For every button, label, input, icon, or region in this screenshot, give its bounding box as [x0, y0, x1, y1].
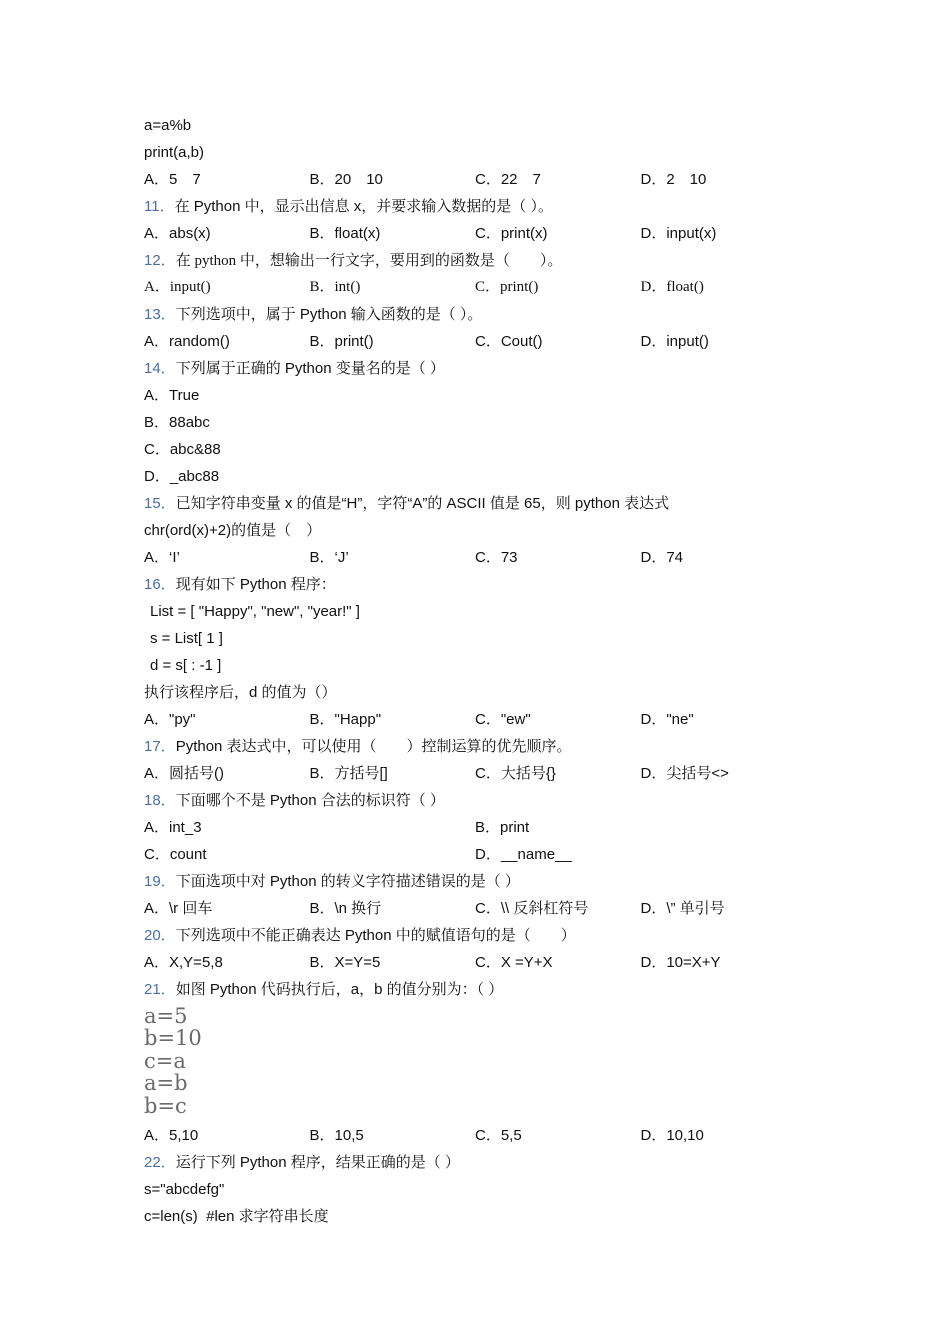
question-text: 下面选项中对 Python 的转义字符描述错误的是（ ） [175, 873, 520, 890]
code-line: s="abcdefg" [144, 1180, 225, 1198]
option-a: A．‘I’ [144, 549, 180, 566]
question-text: 下列选项中不能正确表达 Python 中的赋值语句的是（ ） [175, 927, 576, 944]
code-line: s = List[ 1 ] [150, 630, 223, 647]
code-line: a=a%b [144, 117, 192, 134]
option-d: D．74 [640, 549, 684, 566]
option-b: B．int() [309, 279, 361, 295]
question-number: 20． [144, 927, 176, 944]
question-text: 已知字符串变量 x 的值是“H”，字符“A”的 ASCII 值是 65，则 python 表达式 [175, 495, 670, 512]
option-d: D．_abc88 [144, 468, 220, 485]
option-b: B．\n 换行 [309, 900, 382, 917]
option-b: B．20 10 [309, 171, 383, 188]
question-text: 下列选项中，属于 Python 输入函数的是（ ）。 [175, 306, 483, 323]
option-d: D．10,10 [640, 1126, 704, 1144]
option-c: C．22 7 [475, 171, 541, 188]
option-b: B．"Happ" [309, 711, 382, 728]
question-text: 在 python 中，想输出一行文字，要用到的函数是（ ）。 [175, 253, 563, 269]
question-text: 在 Python 中，显示出信息 x，并要求输入数据的是（ ）。 [174, 198, 553, 215]
option-c: C．\\ 反斜杠符号 [475, 900, 589, 917]
option-a: A．input() [144, 279, 211, 295]
question-16 [144, 571, 804, 598]
question-number: 12． [144, 252, 176, 269]
question-15 [144, 490, 804, 517]
option-d: D．input(x) [640, 225, 717, 242]
question-text-continued: 执行该程序后，d 的值为（） [144, 684, 337, 701]
code-line: print(a,b) [144, 144, 205, 161]
code-line: b=10 [144, 1026, 202, 1051]
question-17 [144, 733, 804, 760]
option-b: B．方括号[] [309, 765, 388, 782]
option-d: D．__name__ [475, 846, 572, 863]
option-d: D．10=X+Y [640, 954, 721, 971]
code-line: c=len(s) #len 求字符串长度 [144, 1207, 329, 1225]
option-b: B．print() [309, 333, 374, 350]
option-c: C．print() [475, 279, 539, 295]
question-number: 17． [144, 738, 176, 755]
options-row [144, 706, 804, 733]
options-row [144, 760, 804, 787]
option-a: A．X,Y=5,8 [144, 954, 223, 971]
question-18 [144, 787, 804, 814]
question-number: 19． [144, 873, 176, 890]
question-19 [144, 868, 804, 895]
code-line: List = [ "Happy", "new", "year!" ] [150, 603, 360, 620]
option-c: C．count [144, 846, 207, 863]
question-text: Python 表达式中，可以使用（ ）控制运算的优先顺序。 [175, 738, 572, 755]
option-a: A．"py" [144, 711, 196, 728]
option-b: B．88abc [144, 414, 210, 431]
option-a: A．\r 回车 [144, 900, 213, 917]
question-number: 22． [144, 1153, 176, 1171]
option-a: A．5 7 [144, 171, 201, 188]
question-number: 13． [144, 306, 176, 323]
code-line: a=b [144, 1071, 188, 1096]
options-row [144, 328, 804, 355]
option-c: C．73 [475, 549, 518, 566]
option-c: C．"ew" [475, 711, 531, 728]
option-d: D．input() [640, 333, 709, 350]
options-row [144, 166, 804, 193]
code-line: b=c [144, 1093, 187, 1118]
option-c: C．Cout() [475, 333, 543, 350]
code-image [144, 1005, 804, 1117]
question-text: 如图 Python 代码执行后，a，b 的值分别为：（ ） [175, 981, 504, 998]
question-14 [144, 355, 804, 382]
option-b: B．float(x) [309, 225, 381, 242]
question-number: 15． [144, 495, 176, 512]
option-c: C．5,5 [475, 1126, 522, 1144]
option-c: C．print(x) [475, 225, 548, 242]
option-d: D．尖括号<> [640, 765, 729, 782]
options-row [144, 949, 804, 976]
question-text: 现有如下 Python 程序： [175, 576, 336, 593]
option-a: A．random() [144, 333, 230, 350]
options-row [144, 895, 804, 922]
option-a: A．True [144, 387, 200, 404]
options-row [144, 544, 804, 571]
code-line: a=5 [144, 1004, 188, 1028]
code-line: c=a [144, 1048, 186, 1073]
question-text-continued: chr(ord(x)+2)的值是（ ） [144, 522, 322, 539]
option-a: A．int_3 [144, 819, 202, 836]
option-b: B．‘J’ [309, 549, 349, 566]
option-c: C．abc&88 [144, 441, 221, 458]
option-c: C．X =Y+X [475, 954, 553, 971]
question-21 [144, 976, 804, 1003]
question-22 [144, 1149, 804, 1176]
question-text: 下面哪个不是 Python 合法的标识符（ ） [175, 792, 445, 809]
question-number: 18． [144, 792, 176, 809]
options-row [144, 1122, 804, 1149]
question-text: 下列属于正确的 Python 变量名的是（ ） [175, 360, 445, 377]
question-number: 16． [144, 576, 176, 593]
question-20 [144, 922, 804, 949]
question-number: 14． [144, 360, 176, 377]
options-row [144, 814, 804, 841]
option-d: D．float() [640, 279, 704, 295]
option-b: B．X=Y=5 [309, 954, 381, 971]
code-line: d = s[ : -1 ] [150, 657, 222, 674]
options-row [144, 841, 804, 868]
option-b: B．10,5 [309, 1126, 364, 1144]
options-row [144, 220, 804, 247]
question-11 [144, 193, 804, 220]
question-12 [144, 247, 804, 274]
question-text: 运行下列 Python 程序，结果正确的是（ ） [175, 1153, 460, 1171]
option-a: A．abs(x) [144, 225, 211, 242]
options-row [144, 274, 804, 301]
question-number: 21． [144, 981, 176, 998]
option-d: D．2 10 [640, 171, 707, 188]
exam-page [144, 112, 804, 1230]
option-a: A．圆括号() [144, 765, 224, 782]
option-d: D．"ne" [640, 711, 694, 728]
option-a: A．5,10 [144, 1126, 199, 1144]
option-b: B．print [475, 819, 530, 836]
option-d: D．\” 单引号 [640, 900, 725, 917]
question-13 [144, 301, 804, 328]
option-c: C．大括号{} [475, 765, 556, 782]
question-number: 11． [144, 198, 175, 215]
